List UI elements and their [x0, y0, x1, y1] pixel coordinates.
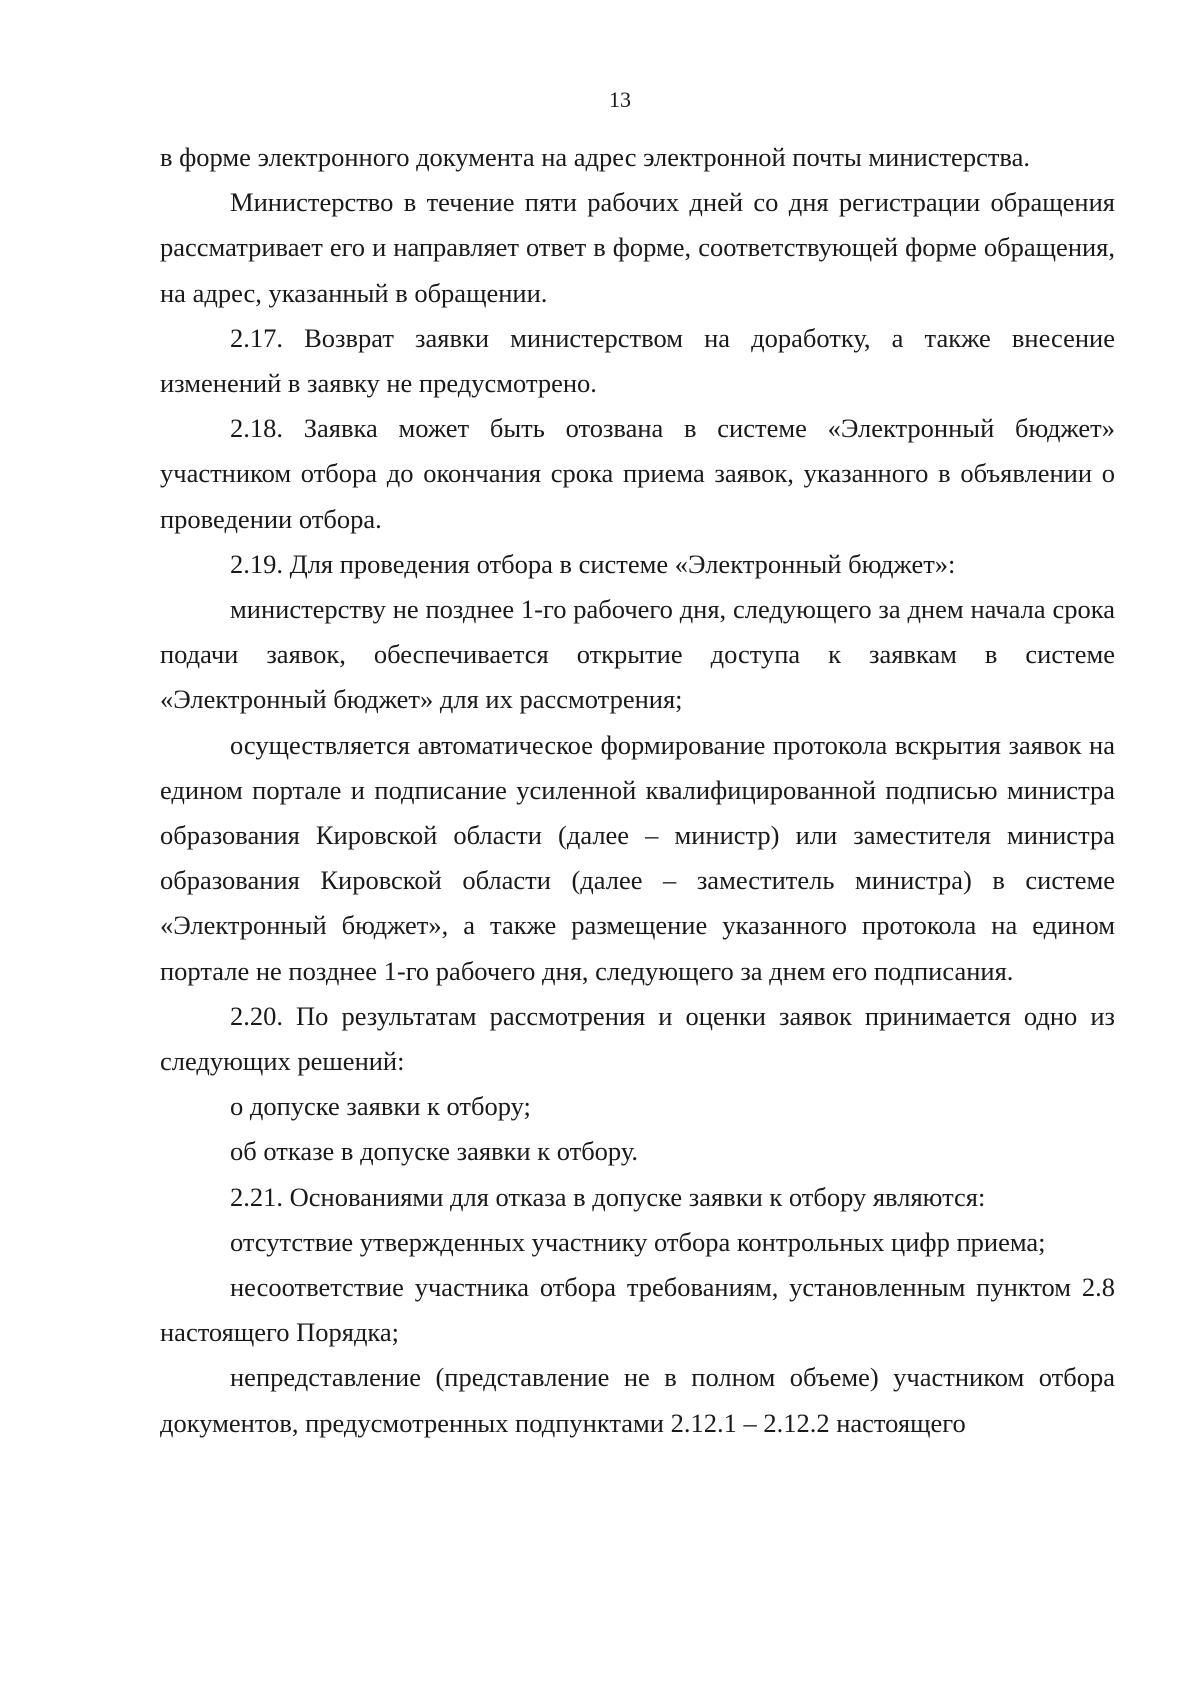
paragraph-protocol: осуществляется автоматическое формирование протокола вскрытия заявок на едином портале и подписание усиленной квалифицированной подписью министра образования Кировской области (далее – министр) или заместителя министра образования Кировской области (далее – заместитель министра) в системе «Электронный бюджет», а также размещение указанного протокола на едином портале не позднее 1-го рабочего дня, следующего за днем его подписания. — [160, 729, 1115, 986]
document-body — [160, 135, 1115, 1446]
page-number: 13 — [609, 87, 631, 112]
paragraph-2-20: 2.20. По результатам рассмотрения и оценки заявок принимается одно из следующих решений: — [160, 1000, 1115, 1077]
paragraph-2-21: 2.21. Основаниями для отказа в допуске заявки к отбору являются: — [230, 1181, 986, 1212]
paragraph-1: в форме электронного документа на адрес электронной почты министерства. — [160, 142, 1030, 172]
paragraph-no-figures: отсутствие утвержденных участнику отбора контрольных цифр приема; — [230, 1226, 1046, 1257]
paragraph-2-19: 2.19. Для проведения отбора в системе «Электронный бюджет»: — [230, 548, 956, 579]
paragraph-ministry-access: министерству не позднее 1-го рабочего дня, следующего за днем начала срока подачи заявок, обеспечивается открытие доступа к заявкам в системе «Электронный бюджет» для их рассмотрения; — [160, 594, 1115, 715]
paragraph-refusal: об отказе в допуске заявки к отбору. — [230, 1136, 639, 1167]
paragraph-nonsubmission: непредставление (представление не в полном объеме) участником отбора документов, предусмотренных подпунктами 2.12.1 – 2.12.2 настоящего — [160, 1362, 1115, 1438]
paragraph-2: Министерство в течение пяти рабочих дней со дня регистрации обращения рассматривает его и направляет ответ в форме, соответствующей форме обращения, на адрес, указанный в обращении. — [160, 187, 1115, 308]
paragraph-2-18: 2.18. Заявка может быть отозвана в системе «Электронный бюджет» участником отбора до окончания срока приема заявок, указанного в объявлении о проведении отбора. — [160, 413, 1115, 534]
paragraph-admission: о допуске заявки к отбору; — [230, 1091, 531, 1122]
paragraph-2-17: 2.17. Возврат заявки министерством на доработку, а также внесение изменений в заявку не предусмотрено. — [160, 322, 1115, 399]
paragraph-nonconformity: несоответствие участника отбора требованиям, установленным пунктом 2.8 настоящего Порядка; — [160, 1272, 1115, 1348]
